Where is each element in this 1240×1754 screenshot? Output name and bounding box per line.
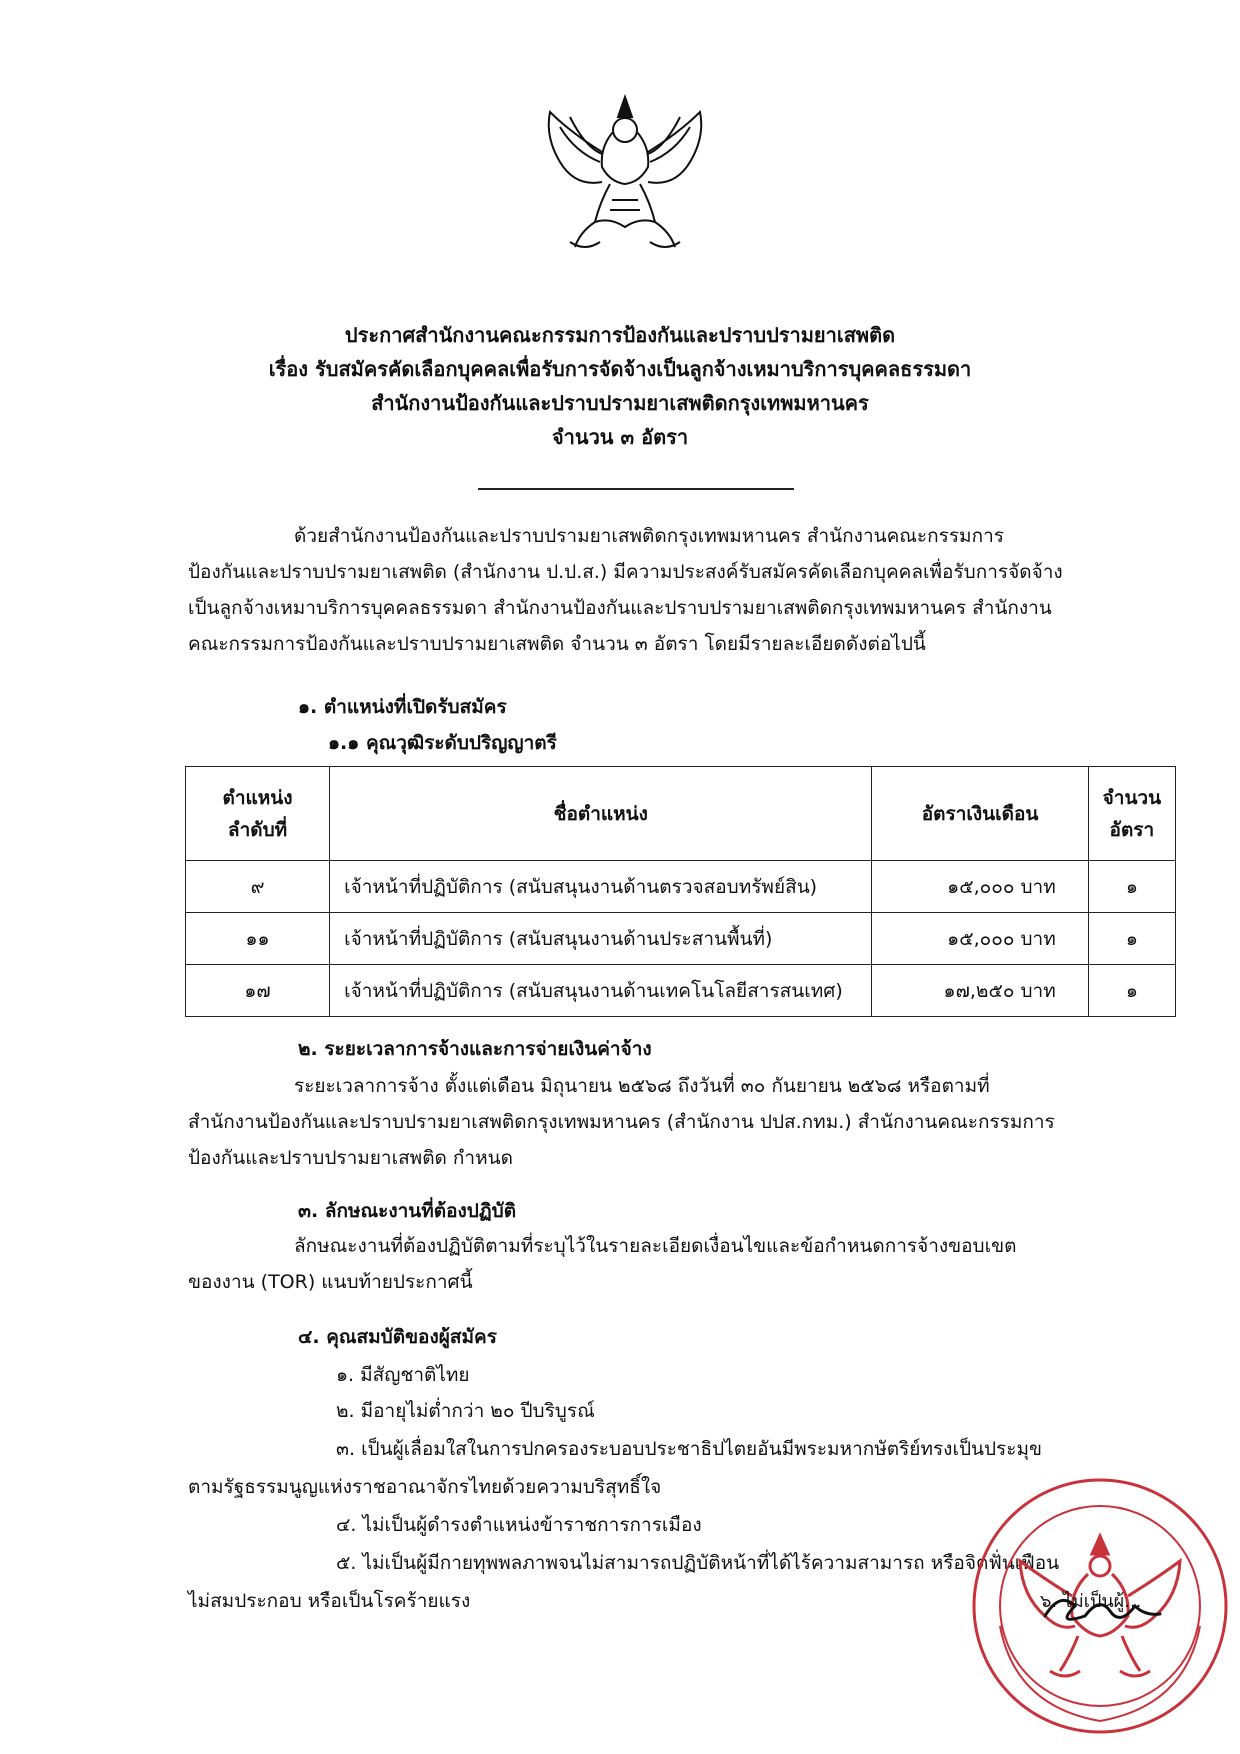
cell-order: ๑๗: [186, 965, 330, 1017]
header-line-2: เรื่อง รับสมัครคัดเลือกบุคคลเพื่อรับการจัดจ้างเป็นลูกจ้างเหมาบริการบุคคลธรรมดา: [268, 357, 972, 381]
positions-table: [185, 766, 1176, 1017]
section-2-title: ๒. ระยะเวลาการจ้างและการจ่ายเงินค่าจ้าง: [298, 1038, 652, 1060]
section-1-subtitle: ๑.๑ คุณวุฒิระดับปริญญาตรี: [328, 732, 557, 754]
section-2-line-2: สำนักงานป้องกันและปราบปรามยาเสพติดกรุงเทพมหานคร (สำนักงาน ปปส.กทม.) สำนักงานคณะกรรมการ: [188, 1111, 1055, 1133]
qualification-3: ๓. เป็นผู้เลื่อมใสในการปกครองระบอบประชาธิปไตยอันมีพระมหากษัตริย์ทรงเป็นประมุข: [336, 1438, 1042, 1460]
header-line-1: ประกาศสำนักงานคณะกรรมการป้องกันและปราบปรามยาเสพติด: [344, 323, 896, 347]
cell-count: ๑: [1088, 861, 1175, 913]
header-count: [1088, 767, 1175, 861]
cell-count: ๑: [1088, 913, 1175, 965]
cell-salary: ๑๕,๐๐๐ บาท: [872, 913, 1088, 965]
intro-paragraph: [188, 518, 1128, 662]
cell-position-name: เจ้าหน้าที่ปฏิบัติการ (สนับสนุนงานด้านตรวจสอบทรัพย์สิน): [330, 861, 872, 913]
header-line-3: สำนักงานป้องกันและปราบปรามยาเสพติดกรุงเทพมหานคร: [371, 391, 869, 415]
cell-salary: ๑๕,๐๐๐ บาท: [872, 861, 1088, 913]
cell-position-name: เจ้าหน้าที่ปฏิบัติการ (สนับสนุนงานด้านเทคโนโลยีสารสนเทศ): [330, 965, 872, 1017]
table-header-row: [186, 767, 1176, 861]
qualification-4: ๔. ไม่เป็นผู้ดำรงตำแหน่งข้าราชการการเมือง: [336, 1514, 702, 1536]
section-2-line-1: ระยะเวลาการจ้าง ตั้งแต่เดือน มิถุนายน ๒๕๖๘ ถึงวันที่ ๓๐ กันยายน ๒๕๖๘ หรือตามที่: [294, 1075, 990, 1097]
cell-count: ๑: [1088, 965, 1175, 1017]
header-order: [186, 767, 330, 861]
qualification-5: ๕. ไม่เป็นผู้มีกายทุพพลภาพจนไม่สามารถปฏิบัติหน้าที่ได้ไร้ความสามารถ หรือจิตฟั่นเฟือน: [336, 1552, 1060, 1574]
table-row: [186, 861, 1176, 913]
section-4-title: ๔. คุณสมบัติของผู้สมัคร: [298, 1326, 497, 1348]
header-position-name: ชื่อตำแหน่ง: [330, 767, 872, 861]
qualification-5-cont: ไม่สมประกอบ หรือเป็นโรคร้ายแรง: [188, 1590, 471, 1612]
section-3-line-1: ลักษณะงานที่ต้องปฏิบัติตามที่ระบุไว้ในรายละเอียดเงื่อนไขและข้อกำหนดการจ้างขอบเขต: [294, 1235, 1017, 1257]
qualification-2: ๒. มีอายุไม่ต่ำกว่า ๒๐ ปีบริบูรณ์: [336, 1400, 595, 1422]
table-row: [186, 965, 1176, 1017]
header-count-line-2: อัตรา: [1109, 818, 1155, 841]
intro-line-2: ป้องกันและปราบปรามยาเสพติด (สำนักงาน ป.ป.ส.) มีความประสงค์รับสมัครคัดเลือกบุคคลเพื่อรับการจัดจ้าง: [188, 561, 1063, 583]
header-line-4: จำนวน ๓ อัตรา: [551, 425, 689, 449]
section-2-line-3: ป้องกันและปราบปรามยาเสพติด กำหนด: [188, 1147, 513, 1169]
cell-position-name: เจ้าหน้าที่ปฏิบัติการ (สนับสนุนงานด้านประสานพื้นที่): [330, 913, 872, 965]
header-order-line-2: ลำดับที่: [227, 818, 288, 841]
intro-line-3: เป็นลูกจ้างเหมาบริการบุคคลธรรมดา สำนักงานป้องกันและปราบปรามยาเสพติดกรุงเทพมหานคร สำนักงาน: [188, 597, 1052, 619]
header-count-line-1: จำนวน: [1102, 786, 1162, 809]
announcement-header: [0, 318, 1240, 454]
section-3-title: ๓. ลักษณะงานที่ต้องปฏิบัติ: [298, 1200, 517, 1222]
continuation-note: ๖. ไม่เป็นผู้...: [1040, 1591, 1142, 1612]
qualification-3-cont: ตามรัฐธรรมนูญแห่งราชอาณาจักรไทยด้วยความบริสุทธิ์ใจ: [188, 1476, 662, 1498]
section-1-title: ๑. ตำแหน่งที่เปิดรับสมัคร: [298, 696, 507, 718]
section-3-line-2: ของงาน (TOR) แนบท้ายประกาศนี้: [188, 1271, 473, 1293]
cell-order: ๑๑: [186, 913, 330, 965]
header-divider: [478, 488, 794, 490]
intro-line-4: คณะกรรมการป้องกันและปราบปรามยาเสพติด จำนวน ๓ อัตรา โดยมีรายละเอียดดังต่อไปนี้: [188, 633, 926, 655]
cell-salary: ๑๗,๒๕๐ บาท: [872, 965, 1088, 1017]
header-salary: อัตราเงินเดือน: [872, 767, 1088, 861]
table-row: [186, 913, 1176, 965]
header-order-line-1: ตำแหน่ง: [222, 786, 293, 809]
cell-order: ๙: [186, 861, 330, 913]
garuda-emblem-icon: [540, 92, 710, 257]
section-2-body: [188, 1068, 1128, 1176]
qualification-1: ๑. มีสัญชาติไทย: [336, 1364, 470, 1386]
intro-line-1: ด้วยสำนักงานป้องกันและปราบปรามยาเสพติดกรุงเทพมหานคร สำนักงานคณะกรรมการ: [294, 525, 1004, 547]
section-3-body: [188, 1228, 1128, 1300]
